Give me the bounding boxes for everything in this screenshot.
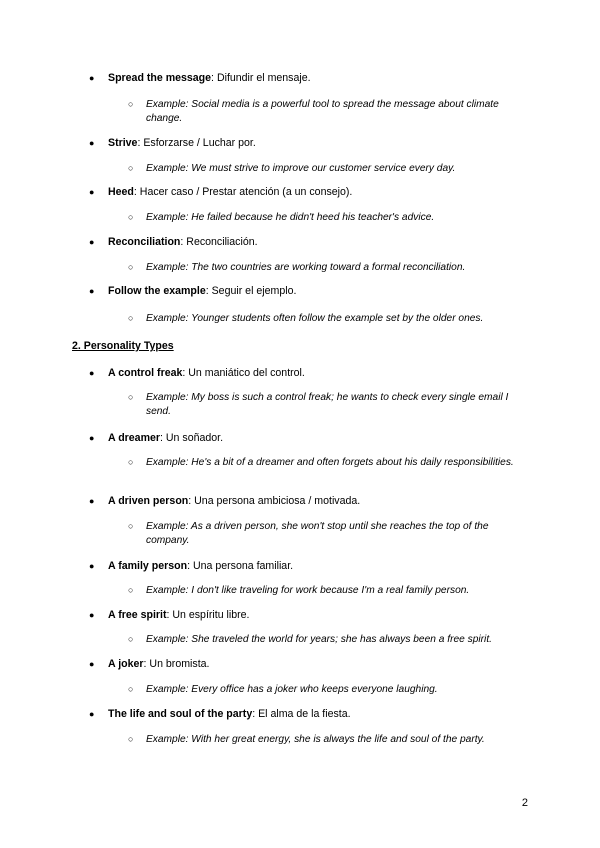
term: Reconciliation	[108, 236, 181, 248]
term: Spread the message	[108, 72, 212, 84]
circle-bullet-icon: ○	[128, 392, 134, 402]
example-text: Example: Social media is a powerful tool to spread the message about climate change.	[146, 99, 499, 124]
circle-bullet-icon: ○	[128, 163, 134, 173]
bullet-icon: ●	[89, 286, 95, 296]
example-item	[128, 456, 518, 470]
page-number: 2	[521, 797, 528, 809]
circle-bullet-icon: ○	[128, 585, 134, 595]
example-item	[128, 162, 518, 176]
meaning: Difundir el mensaje.	[216, 72, 311, 84]
bullet-icon: ●	[89, 368, 95, 378]
meaning: El alma de la fiesta.	[258, 708, 351, 720]
term: The life and soul of the party	[108, 708, 253, 720]
circle-bullet-icon: ○	[128, 212, 134, 222]
example-text: Example: He failed because he didn't heed his teacher's advice.	[146, 212, 435, 223]
term: A joker	[108, 658, 144, 670]
example-text: Example: She traveled the world for years; she has always been a free spirit.	[146, 634, 492, 645]
example-text: Example: Every office has a joker who keeps everyone laughing.	[146, 684, 438, 695]
meaning: Hacer caso / Prestar atención (a un consejo).	[139, 186, 353, 198]
circle-bullet-icon: ○	[128, 521, 134, 531]
bullet-icon: ●	[89, 73, 95, 83]
example-item	[128, 391, 518, 418]
example-text: Example: The two countries are working toward a formal reconciliation.	[146, 262, 466, 273]
example-item	[128, 98, 518, 125]
meaning: Un bromista.	[149, 658, 210, 670]
meaning: Un maniático del control.	[188, 367, 305, 379]
bullet-icon: ●	[89, 187, 95, 197]
example-item	[128, 261, 518, 275]
term: A dreamer	[108, 432, 161, 444]
example-item	[128, 312, 518, 326]
example-item	[128, 584, 518, 598]
term: A family person	[108, 560, 188, 572]
circle-bullet-icon: ○	[128, 457, 134, 467]
example-item	[128, 733, 518, 747]
circle-bullet-icon: ○	[128, 734, 134, 744]
example-item	[128, 633, 518, 647]
circle-bullet-icon: ○	[128, 99, 134, 109]
bullet-icon: ●	[89, 610, 95, 620]
example-text: Example: Younger students often follow the example set by the older ones.	[146, 313, 484, 324]
example-item	[128, 683, 518, 697]
section-heading: 2. Personality Types	[72, 340, 174, 352]
meaning: Esforzarse / Luchar por.	[143, 137, 256, 149]
example-text: Example: I don't like traveling for work because I'm a real family person.	[146, 585, 470, 596]
example-text: Example: We must strive to improve our customer service every day.	[146, 163, 456, 174]
example-item	[128, 520, 518, 547]
term: Heed	[108, 186, 134, 198]
bullet-icon: ●	[89, 659, 95, 669]
meaning: Un espíritu libre.	[172, 609, 250, 621]
term: A control freak	[108, 367, 183, 379]
meaning: Una persona familiar.	[192, 560, 294, 572]
document-page: ● Spread the message: Difundir el mensaje. ○ Example: Social media is a powerful tool to spread the message about climate change. ● Strive: Esforzarse / Luchar por. ○ Example: We must strive to improve our customer service every day. ● Heed: Hacer caso / Prestar atención (a un consejo). ○ Example: He failed because he didn't heed his teacher's advice. ● Reconciliation: Reconciliación. ○ Example: The two countries are working toward a formal reconciliation. ● Follow the example: Seguir el ejemplo. ○ Example: Younger students often follow the example set by the older ones. 2. Personality Types ● A control freak: Un maniático del control. ○ Example: My boss is such a control freak; he wants to check every single email I send. ● A dreamer: Un soñador. ○ Example: He's a bit of a dreamer and often forgets about his daily responsibilities. ● A driven person: Una persona ambiciosa / motivada. ○ Example: As a driven person, she won't stop until she reaches the top of the company. ● A family person: Una persona familiar. ○ Example: I don't like traveling for work because I'm a real family person. ● A free spirit: Un espíritu libre. ○ Example: She traveled the world for years; she has always been a free spirit. ● A joker: Un bromista. ○ Example: Every office has a joker who keeps everyone laughing. ● The life and soul of the party: El alma de la fiesta. ○ Example: With her great energy, she is always the life and soul of the party. 2	[72, 72, 528, 809]
term: A free spirit	[108, 609, 167, 621]
term: Follow the example	[108, 285, 206, 297]
example-item	[128, 211, 518, 225]
circle-bullet-icon: ○	[128, 634, 134, 644]
circle-bullet-icon: ○	[128, 262, 134, 272]
bullet-icon: ●	[89, 561, 95, 571]
meaning: Reconciliación.	[186, 236, 258, 248]
circle-bullet-icon: ○	[128, 313, 134, 323]
example-text: Example: As a driven person, she won't stop until she reaches the top of the company.	[146, 521, 489, 546]
bullet-icon: ●	[89, 237, 95, 247]
circle-bullet-icon: ○	[128, 684, 134, 694]
meaning: Seguir el ejemplo.	[211, 285, 297, 297]
term: A driven person	[108, 495, 189, 507]
bullet-icon: ●	[89, 433, 95, 443]
meaning: Una persona ambiciosa / motivada.	[194, 495, 361, 507]
example-text: Example: With her great energy, she is always the life and soul of the party.	[146, 734, 485, 745]
example-text: Example: He's a bit of a dreamer and often forgets about his daily responsibilities.	[146, 457, 514, 468]
bullet-icon: ●	[89, 709, 95, 719]
meaning: Un soñador.	[165, 432, 224, 444]
term: Strive	[108, 137, 138, 149]
bullet-icon: ●	[89, 496, 95, 506]
example-text: Example: My boss is such a control freak; he wants to check every single email I send.	[146, 392, 509, 417]
bullet-icon: ●	[89, 138, 95, 148]
